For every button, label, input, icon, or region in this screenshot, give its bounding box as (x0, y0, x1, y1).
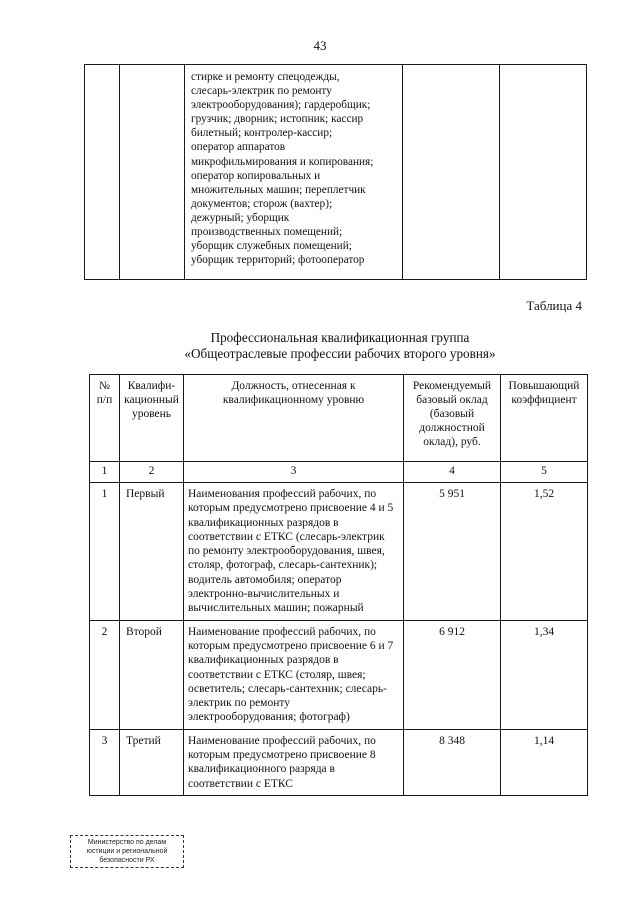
row-num: 2 (90, 620, 120, 729)
text-line: грузчик; дворник; истопник; кассир (191, 113, 364, 126)
registration-stamp (70, 835, 184, 868)
page-number: 43 (313, 38, 327, 53)
row-position: Наименование профессий рабочих, по которым предусмотрено присвоение 6 и 7 квалификационных разрядов в соответствии с ЕТКС (столяр, швея; осветитель; слесарь-сантехник; слесарь-электрик по ремонту электрооборудования; фотограф) (184, 620, 404, 729)
text-line: документов; сторож (вахтер); (191, 197, 333, 210)
text-line: электрооборудования); гардеробщик; (191, 99, 371, 112)
row-num: 3 (90, 729, 120, 795)
column-number-row (90, 462, 588, 483)
col-number: 3 (184, 462, 404, 483)
text-line: дежурный; уборщик (191, 211, 290, 224)
text-line: уборщик территорий; фотооператор (191, 254, 365, 267)
text-line: множительных машин; переплетчик (191, 183, 366, 196)
cont-cell-coef (500, 65, 587, 280)
stamp-line: безопасности РХ (99, 857, 155, 864)
row-salary: 8 348 (404, 729, 501, 795)
table-row (90, 483, 588, 621)
continuation-table (84, 64, 587, 280)
text-line: оператор копировальных и (191, 169, 321, 182)
row-position: Наименование профессий рабочих, по которым предусмотрено присвоение 8 квалификационного разряда в соответствии с ЕТКС (184, 729, 404, 795)
table-row (85, 65, 587, 280)
continuation-text (185, 65, 402, 267)
stamp-line: юстиции и региональной (86, 848, 168, 855)
text-line: микрофильмирования и копирования; (191, 155, 374, 168)
table-label: Таблица 4 (526, 298, 582, 313)
cont-cell-salary (403, 65, 500, 280)
header-row (90, 375, 588, 462)
col-number: 4 (404, 462, 501, 483)
header-position: Должность, отнесенная к квалификационному уровню (184, 375, 404, 462)
row-level: Первый (120, 483, 184, 621)
cont-cell-position (185, 65, 403, 280)
cont-cell-level (120, 65, 185, 280)
row-position: Наименования профессий рабочих, по которым предусмотрено присвоение 4 и 5 квалификационных разрядов в соответствии с ЕТКС (слесарь-электрик по ремонту электрооборудования, швея, столяр, фотограф, слесарь-сантехник); водитель автомобиля; оператор электронно-вычислительных и вычислительных машин; пожарный (184, 483, 404, 621)
text-line: уборщик служебных помещений; (191, 240, 352, 253)
header-level: Квалифи- кационный уровень (120, 375, 184, 462)
col-number: 2 (120, 462, 184, 483)
text-line: билетный; контролер-кассир; (191, 127, 333, 140)
text-line: производственных помещений; (191, 226, 343, 239)
row-coef: 1,52 (501, 483, 588, 621)
group-title-line: «Общеотраслевые профессии рабочих второго уровня» (184, 346, 496, 361)
qualification-table (89, 374, 588, 796)
group-title (0, 330, 640, 362)
row-num: 1 (90, 483, 120, 621)
cont-cell-num (85, 65, 120, 280)
col-number: 1 (90, 462, 120, 483)
header-salary: Рекомендуемый базовый оклад (базовый должностной оклад), руб. (404, 375, 501, 462)
stamp-line: Министерство по делам (87, 839, 167, 846)
row-salary: 5 951 (404, 483, 501, 621)
group-title-line: Профессиональная квалификационная группа (210, 330, 470, 345)
text-line: оператор аппаратов (191, 141, 286, 154)
table-row (90, 620, 588, 729)
text-line: стирке и ремонту спецодежды, (191, 71, 340, 83)
row-coef: 1,34 (501, 620, 588, 729)
table-row (90, 729, 588, 795)
col-number: 5 (501, 462, 588, 483)
row-level: Второй (120, 620, 184, 729)
header-num: № п/п (90, 375, 120, 462)
text-line: слесарь-электрик по ремонту (191, 85, 332, 98)
row-salary: 6 912 (404, 620, 501, 729)
row-coef: 1,14 (501, 729, 588, 795)
header-coef: Повышающий коэффициент (501, 375, 588, 462)
row-level: Третий (120, 729, 184, 795)
